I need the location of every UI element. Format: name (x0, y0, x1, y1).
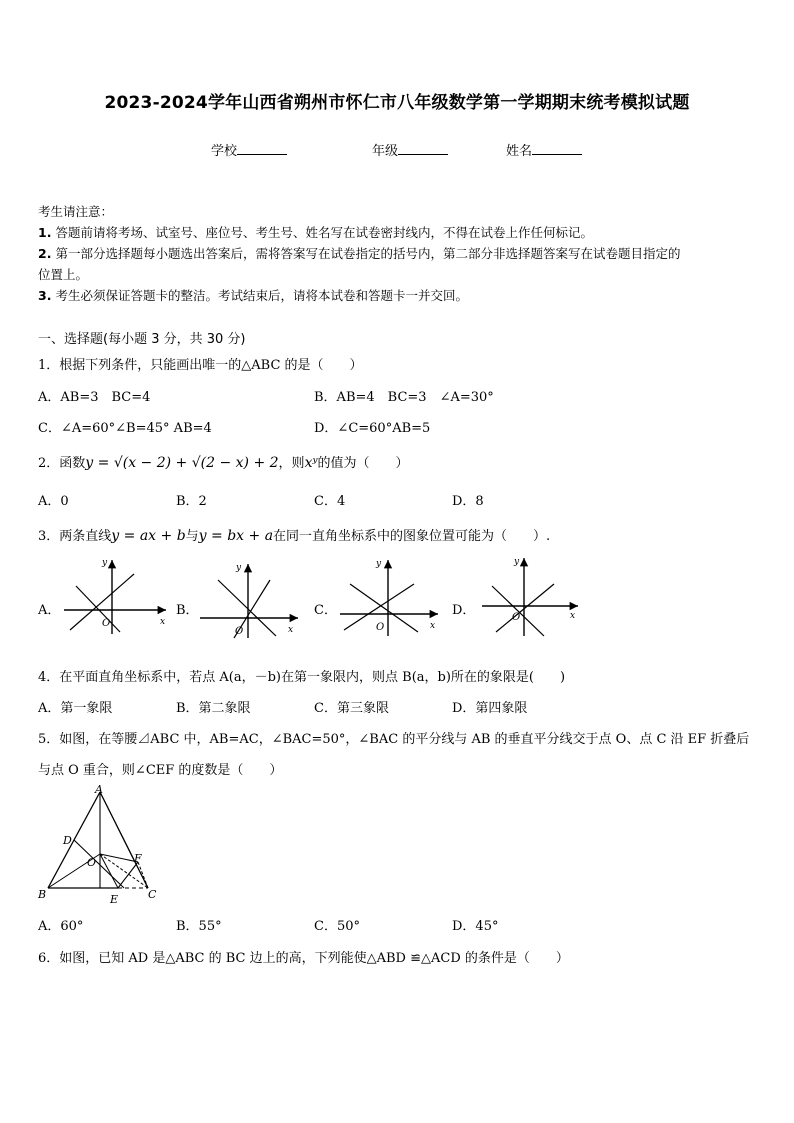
q2-option-d[interactable]: D．8 (452, 494, 484, 509)
q5-stem-line1: 5．如图，在等腰⊿ABC 中，AB=AC，∠BAC=50°，∠BAC 的平分线与 AB 的垂直平分线交于点 O、点 C 沿 EF 折叠后 (38, 732, 750, 747)
q3-option-b[interactable]: B． (176, 603, 199, 618)
grade-field[interactable] (372, 140, 448, 159)
q3-option-d[interactable]: D． (452, 603, 476, 618)
note-2-number: 2. (38, 246, 52, 261)
origin-label: O (512, 612, 521, 623)
label-o: O (87, 856, 97, 869)
name-blank[interactable] (532, 142, 582, 155)
label-a: A (95, 783, 103, 796)
q2-option-b[interactable]: B．2 (176, 494, 207, 509)
q2-number: 2．函数 (38, 456, 86, 471)
q3-stem (38, 525, 550, 544)
page-title: 2023-2024学年山西省朔州市怀仁市八年级数学第一学期期末统考模拟试题 (104, 93, 690, 113)
grade-label: 年级 (372, 144, 399, 159)
school-label: 学校 (211, 144, 238, 159)
q2-option-c[interactable]: C．4 (314, 494, 346, 509)
note-1-text: 答题前请将考场、试室号、座位号、考生号、姓名写在试卷密封线内，不得在试卷上作任何标记。 (55, 225, 593, 240)
q4-option-a[interactable]: A．第一象限 (38, 701, 113, 716)
label-b: B (38, 888, 47, 901)
q1-option-d[interactable]: D．∠C=60°AB=5 (314, 421, 431, 436)
line-2 (496, 584, 554, 632)
y-label: y (102, 558, 108, 568)
q3-number: 3．两条直线 (38, 529, 112, 544)
y-label: y (236, 563, 242, 573)
q3-graph-a (62, 556, 172, 636)
school-field[interactable] (211, 140, 287, 159)
q3-tail: 在同一直角坐标系中的图象位置可能为（ ）. (273, 529, 551, 544)
y-label: y (376, 559, 382, 569)
q2-stem (38, 452, 408, 471)
q3-graph-c (338, 556, 448, 638)
line-1 (218, 580, 276, 636)
q3-option-c[interactable]: C． (314, 603, 337, 618)
notes-heading: 考生请注意： (38, 204, 114, 219)
segment-oe (100, 854, 118, 888)
q1-option-b[interactable]: B．AB=4 BC=3 ∠A=30° (314, 390, 494, 405)
q4-option-b[interactable]: B．第二象限 (176, 701, 251, 716)
origin-label: O (102, 618, 111, 629)
q4-option-c[interactable]: C．第三象限 (314, 701, 389, 716)
label-e: E (110, 893, 119, 906)
q3-option-a[interactable]: A． (38, 603, 61, 618)
perp-bisector (74, 840, 124, 888)
note-2 (38, 243, 680, 264)
section-heading: 一、选择题(每小题 3 分，共 30 分) (38, 332, 246, 347)
x-label: x (288, 625, 294, 635)
q1-stem: 1．根据下列条件，只能画出唯一的△ABC 的是（ ） (38, 358, 363, 373)
name-field[interactable] (506, 140, 582, 159)
side-ac (100, 792, 148, 888)
q5-triangle-figure (34, 782, 164, 906)
q3-line2: y = bx + a (198, 528, 274, 544)
q3-mid: 与 (185, 529, 199, 544)
origin-label: O (235, 626, 244, 637)
line-2 (76, 586, 120, 632)
note-2-cont: 位置上。 (38, 267, 89, 282)
label-d: D (63, 834, 72, 847)
q5-option-b[interactable]: B．55° (176, 919, 222, 934)
q2-mid: ，则 (278, 456, 305, 471)
q1-option-a[interactable]: A．AB=3 BC=4 (38, 390, 151, 405)
q3-line1: y = ax + b (111, 528, 186, 544)
q4-option-d[interactable]: D．第四象限 (452, 701, 528, 716)
note-1-number: 1. (38, 225, 52, 240)
x-label: x (160, 617, 166, 627)
q2-expression: xʸ (304, 455, 318, 471)
q3-graph-d (480, 554, 590, 638)
q2-function: y = √(x − 2) + √(2 − x) + 2 (85, 455, 279, 471)
note-3-text: 考生必须保证答题卡的整洁。考试结束后，请将本试卷和答题卡一并交回。 (55, 288, 468, 303)
q5-option-c[interactable]: C．50° (314, 919, 360, 934)
q4-stem: 4．在平面直角坐标系中，若点 A(a，－b)在第一象限内，则点 B(a，b)所在的象限是( ) (38, 670, 566, 685)
label-f: F (134, 852, 142, 865)
y-label: y (514, 557, 520, 567)
name-label: 姓名 (506, 144, 533, 159)
q5-stem-line2: 与点 O 重合，则∠CEF 的度数是（ ） (38, 763, 283, 778)
note-2-text: 第一部分选择题每小题选出答案后，需将答案写在试卷指定的括号内，第二部分非选择题答案写在试卷题目指定的 (55, 246, 681, 261)
q6-stem: 6．如图，已知 AD 是△ABC 的 BC 边上的高，下列能使△ABD ≌△ACD 的条件是（ ） (38, 951, 569, 966)
school-blank[interactable] (237, 142, 287, 155)
x-label: x (430, 621, 436, 631)
note-3-number: 3. (38, 288, 52, 303)
x-label: x (570, 611, 576, 621)
note-3 (38, 285, 468, 306)
q5-option-d[interactable]: D．45° (452, 919, 499, 934)
q2-option-a[interactable]: A．0 (38, 494, 69, 509)
q3-graph-b (198, 560, 308, 640)
origin-label: O (376, 622, 385, 633)
label-c: C (148, 888, 157, 901)
q2-tail: 的值为（ ） (317, 456, 409, 471)
fold-line-ef (118, 862, 138, 888)
q1-option-c[interactable]: C．∠A=60°∠B=45° AB=4 (38, 421, 212, 436)
note-1 (38, 222, 593, 243)
q5-option-a[interactable]: A．60° (38, 919, 84, 934)
grade-blank[interactable] (398, 142, 448, 155)
